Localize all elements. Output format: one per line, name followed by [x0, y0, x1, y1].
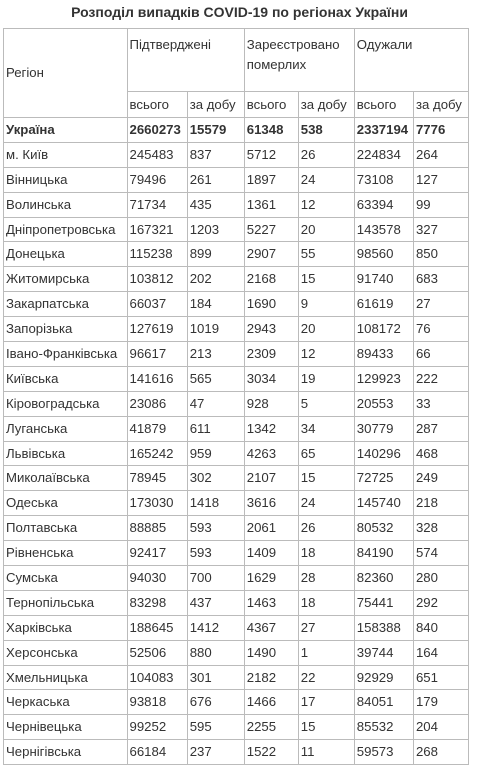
- confirmed-daily-cell: 611: [187, 416, 244, 441]
- table-row: [4, 366, 469, 391]
- recovered-daily-cell: 651: [413, 665, 468, 690]
- region-name-cell: Черкаська: [4, 690, 128, 715]
- recovered-total-header: всього: [354, 92, 413, 118]
- table-row: [4, 217, 469, 242]
- deaths-daily-cell: 20: [298, 317, 354, 342]
- recovered-daily-cell: 66: [413, 342, 468, 367]
- recovered-total-cell: 158388: [354, 615, 413, 640]
- deaths-daily-cell: 55: [298, 242, 354, 267]
- region-name-cell: Херсонська: [4, 640, 128, 665]
- deaths-total-cell: 2061: [244, 516, 298, 541]
- region-name-cell: Тернопільська: [4, 590, 128, 615]
- region-name-cell: Кіровоградська: [4, 391, 128, 416]
- recovered-total-cell: 140296: [354, 441, 413, 466]
- confirmed-total-cell: 2660273: [127, 118, 187, 143]
- table-row: [4, 242, 469, 267]
- confirmed-total-header: всього: [127, 92, 187, 118]
- confirmed-daily-cell: 593: [187, 516, 244, 541]
- recovered-daily-cell: 249: [413, 466, 468, 491]
- deaths-daily-cell: 11: [298, 740, 354, 765]
- region-name-cell: Полтавська: [4, 516, 128, 541]
- recovered-total-cell: 73108: [354, 167, 413, 192]
- confirmed-total-cell: 88885: [127, 516, 187, 541]
- deaths-daily-cell: 18: [298, 541, 354, 566]
- recovered-daily-cell: 99: [413, 192, 468, 217]
- recovered-daily-cell: 268: [413, 740, 468, 765]
- table-body: [4, 118, 469, 765]
- confirmed-daily-cell: 301: [187, 665, 244, 690]
- confirmed-total-cell: 52506: [127, 640, 187, 665]
- recovered-daily-cell: 204: [413, 715, 468, 740]
- table-row: [4, 167, 469, 192]
- confirmed-daily-cell: 437: [187, 590, 244, 615]
- recovered-daily-cell: 850: [413, 242, 468, 267]
- deaths-total-cell: 1466: [244, 690, 298, 715]
- deaths-total-cell: 1897: [244, 167, 298, 192]
- confirmed-daily-cell: 302: [187, 466, 244, 491]
- region-name-cell: Чернігівська: [4, 740, 128, 765]
- deaths-total-cell: 2168: [244, 267, 298, 292]
- deaths-daily-cell: 20: [298, 217, 354, 242]
- recovered-total-cell: 20553: [354, 391, 413, 416]
- deaths-daily-cell: 19: [298, 366, 354, 391]
- table-row: [4, 466, 469, 491]
- recovered-total-cell: 39744: [354, 640, 413, 665]
- confirmed-total-cell: 167321: [127, 217, 187, 242]
- confirmed-total-cell: 99252: [127, 715, 187, 740]
- deaths-total-cell: 2107: [244, 466, 298, 491]
- recovered-total-cell: 98560: [354, 242, 413, 267]
- deaths-daily-cell: 12: [298, 342, 354, 367]
- region-name-cell: Закарпатська: [4, 292, 128, 317]
- confirmed-daily-cell: 676: [187, 690, 244, 715]
- confirmed-total-cell: 23086: [127, 391, 187, 416]
- deaths-daily-cell: 24: [298, 491, 354, 516]
- confirmed-total-cell: 93818: [127, 690, 187, 715]
- recovered-daily-cell: 164: [413, 640, 468, 665]
- recovered-total-cell: 72725: [354, 466, 413, 491]
- table-row: [4, 317, 469, 342]
- region-name-cell: Хмельницька: [4, 665, 128, 690]
- region-name-cell: Вінницька: [4, 167, 128, 192]
- table-row: [4, 516, 469, 541]
- confirmed-total-cell: 141616: [127, 366, 187, 391]
- table-row: [4, 640, 469, 665]
- recovered-daily-cell: 683: [413, 267, 468, 292]
- table-row: [4, 342, 469, 367]
- table-row: [4, 267, 469, 292]
- confirmed-total-cell: 188645: [127, 615, 187, 640]
- recovered-total-cell: 145740: [354, 491, 413, 516]
- region-name-cell: Житомирська: [4, 267, 128, 292]
- recovered-total-cell: 30779: [354, 416, 413, 441]
- deaths-total-header: всього: [244, 92, 298, 118]
- recovered-daily-cell: 287: [413, 416, 468, 441]
- recovered-daily-cell: 327: [413, 217, 468, 242]
- recovered-daily-cell: 127: [413, 167, 468, 192]
- deaths-daily-cell: 15: [298, 715, 354, 740]
- confirmed-total-cell: 41879: [127, 416, 187, 441]
- deaths-daily-cell: 15: [298, 466, 354, 491]
- deaths-total-cell: 1342: [244, 416, 298, 441]
- confirmed-daily-cell: 202: [187, 267, 244, 292]
- deaths-daily-cell: 18: [298, 590, 354, 615]
- table-row: [4, 665, 469, 690]
- recovered-daily-cell: 328: [413, 516, 468, 541]
- recovered-total-cell: 143578: [354, 217, 413, 242]
- recovered-total-cell: 85532: [354, 715, 413, 740]
- table-row: [4, 615, 469, 640]
- recovered-daily-cell: 179: [413, 690, 468, 715]
- confirmed-daily-cell: 700: [187, 566, 244, 591]
- confirmed-total-cell: 92417: [127, 541, 187, 566]
- deaths-total-cell: 3616: [244, 491, 298, 516]
- deaths-daily-cell: 65: [298, 441, 354, 466]
- deaths-total-cell: 1409: [244, 541, 298, 566]
- deaths-daily-cell: 9: [298, 292, 354, 317]
- deaths-daily-cell: 17: [298, 690, 354, 715]
- deaths-total-cell: 2255: [244, 715, 298, 740]
- recovered-total-cell: 84051: [354, 690, 413, 715]
- region-name-cell: Одеська: [4, 491, 128, 516]
- deaths-daily-cell: 34: [298, 416, 354, 441]
- confirmed-total-cell: 103812: [127, 267, 187, 292]
- region-name-cell: Україна: [4, 118, 128, 143]
- recovered-daily-cell: 27: [413, 292, 468, 317]
- confirmed-total-cell: 66037: [127, 292, 187, 317]
- confirmed-total-cell: 245483: [127, 142, 187, 167]
- confirmed-daily-cell: 837: [187, 142, 244, 167]
- recovered-total-cell: 75441: [354, 590, 413, 615]
- region-name-cell: Волинська: [4, 192, 128, 217]
- deaths-daily-cell: 538: [298, 118, 354, 143]
- region-column-header: Регіон: [4, 29, 128, 118]
- table-row: [4, 590, 469, 615]
- table-row: [4, 192, 469, 217]
- confirmed-total-cell: 127619: [127, 317, 187, 342]
- deaths-daily-cell: 12: [298, 192, 354, 217]
- recovered-total-cell: 59573: [354, 740, 413, 765]
- deaths-daily-cell: 5: [298, 391, 354, 416]
- confirmed-total-cell: 78945: [127, 466, 187, 491]
- deaths-total-cell: 5227: [244, 217, 298, 242]
- confirmed-total-cell: 83298: [127, 590, 187, 615]
- confirmed-daily-cell: 593: [187, 541, 244, 566]
- deaths-daily-cell: 26: [298, 142, 354, 167]
- deaths-total-cell: 4367: [244, 615, 298, 640]
- confirmed-daily-cell: 1019: [187, 317, 244, 342]
- deaths-daily-cell: 1: [298, 640, 354, 665]
- region-name-cell: Луганська: [4, 416, 128, 441]
- confirmed-total-cell: 79496: [127, 167, 187, 192]
- confirmed-daily-cell: 15579: [187, 118, 244, 143]
- recovered-total-cell: 82360: [354, 566, 413, 591]
- recovered-daily-cell: 222: [413, 366, 468, 391]
- table-row: [4, 118, 469, 143]
- table-row: [4, 441, 469, 466]
- deaths-daily-cell: 27: [298, 615, 354, 640]
- confirmed-total-cell: 71734: [127, 192, 187, 217]
- deaths-total-cell: 1361: [244, 192, 298, 217]
- deaths-daily-cell: 24: [298, 167, 354, 192]
- deaths-total-cell: 1690: [244, 292, 298, 317]
- table-row: [4, 391, 469, 416]
- confirmed-daily-cell: 184: [187, 292, 244, 317]
- recovered-daily-cell: 7776: [413, 118, 468, 143]
- recovered-total-cell: 92929: [354, 665, 413, 690]
- recovered-daily-cell: 76: [413, 317, 468, 342]
- confirmed-daily-cell: 1203: [187, 217, 244, 242]
- region-name-cell: Дніпропетровська: [4, 217, 128, 242]
- deaths-daily-header: за добу: [298, 92, 354, 118]
- confirmed-daily-cell: 565: [187, 366, 244, 391]
- deaths-daily-cell: 28: [298, 566, 354, 591]
- region-name-cell: Рівненська: [4, 541, 128, 566]
- header-row-groups: [4, 29, 469, 92]
- recovered-total-cell: 91740: [354, 267, 413, 292]
- recovered-daily-cell: 218: [413, 491, 468, 516]
- region-name-cell: Запорізька: [4, 317, 128, 342]
- deaths-total-cell: 1463: [244, 590, 298, 615]
- confirmed-daily-cell: 595: [187, 715, 244, 740]
- confirmed-daily-cell: 1418: [187, 491, 244, 516]
- table-row: [4, 715, 469, 740]
- region-name-cell: Івано-Франківська: [4, 342, 128, 367]
- table-row: [4, 292, 469, 317]
- deaths-total-cell: 1629: [244, 566, 298, 591]
- recovered-daily-cell: 840: [413, 615, 468, 640]
- confirmed-total-cell: 66184: [127, 740, 187, 765]
- deaths-group-header: Зареєстровано померлих: [244, 29, 354, 92]
- confirmed-daily-cell: 880: [187, 640, 244, 665]
- recovered-total-cell: 108172: [354, 317, 413, 342]
- deaths-total-cell: 2907: [244, 242, 298, 267]
- table-row: [4, 566, 469, 591]
- region-name-cell: Харківська: [4, 615, 128, 640]
- table-row: [4, 142, 469, 167]
- confirmed-total-cell: 96617: [127, 342, 187, 367]
- table-row: [4, 690, 469, 715]
- recovered-daily-cell: 280: [413, 566, 468, 591]
- recovered-total-cell: 61619: [354, 292, 413, 317]
- region-name-cell: Київська: [4, 366, 128, 391]
- deaths-daily-cell: 26: [298, 516, 354, 541]
- region-name-cell: Сумська: [4, 566, 128, 591]
- region-name-cell: Чернівецька: [4, 715, 128, 740]
- region-name-cell: м. Київ: [4, 142, 128, 167]
- recovered-total-cell: 224834: [354, 142, 413, 167]
- confirmed-daily-cell: 959: [187, 441, 244, 466]
- deaths-daily-cell: 22: [298, 665, 354, 690]
- covid-regions-table: [3, 28, 469, 765]
- deaths-total-cell: 4263: [244, 441, 298, 466]
- deaths-total-cell: 2182: [244, 665, 298, 690]
- deaths-total-cell: 61348: [244, 118, 298, 143]
- recovered-total-cell: 80532: [354, 516, 413, 541]
- recovered-total-cell: 2337194: [354, 118, 413, 143]
- recovered-daily-cell: 468: [413, 441, 468, 466]
- confirmed-total-cell: 104083: [127, 665, 187, 690]
- confirmed-total-cell: 173030: [127, 491, 187, 516]
- confirmed-total-cell: 115238: [127, 242, 187, 267]
- recovered-daily-cell: 33: [413, 391, 468, 416]
- recovered-total-cell: 84190: [354, 541, 413, 566]
- recovered-daily-cell: 292: [413, 590, 468, 615]
- region-name-cell: Миколаївська: [4, 466, 128, 491]
- region-name-cell: Донецька: [4, 242, 128, 267]
- deaths-daily-cell: 15: [298, 267, 354, 292]
- confirmed-daily-cell: 1412: [187, 615, 244, 640]
- deaths-total-cell: 928: [244, 391, 298, 416]
- confirmed-daily-cell: 47: [187, 391, 244, 416]
- confirmed-daily-cell: 435: [187, 192, 244, 217]
- table-row: [4, 416, 469, 441]
- table-row: [4, 740, 469, 765]
- table-row: [4, 541, 469, 566]
- confirmed-total-cell: 165242: [127, 441, 187, 466]
- region-name-cell: Львівська: [4, 441, 128, 466]
- recovered-group-header: Одужали: [354, 29, 468, 92]
- deaths-total-cell: 5712: [244, 142, 298, 167]
- confirmed-daily-cell: 237: [187, 740, 244, 765]
- confirmed-daily-cell: 213: [187, 342, 244, 367]
- confirmed-daily-header: за добу: [187, 92, 244, 118]
- table-row: [4, 491, 469, 516]
- deaths-total-cell: 1522: [244, 740, 298, 765]
- recovered-daily-header: за добу: [413, 92, 468, 118]
- deaths-total-cell: 1490: [244, 640, 298, 665]
- recovered-total-cell: 89433: [354, 342, 413, 367]
- deaths-total-cell: 2943: [244, 317, 298, 342]
- deaths-total-cell: 2309: [244, 342, 298, 367]
- confirmed-group-header: Підтверджені: [127, 29, 244, 92]
- confirmed-total-cell: 94030: [127, 566, 187, 591]
- confirmed-daily-cell: 899: [187, 242, 244, 267]
- table-title: Розподіл випадків COVID-19 по регіонах України: [71, 4, 408, 20]
- confirmed-daily-cell: 261: [187, 167, 244, 192]
- deaths-total-cell: 3034: [244, 366, 298, 391]
- recovered-total-cell: 129923: [354, 366, 413, 391]
- recovered-daily-cell: 264: [413, 142, 468, 167]
- recovered-total-cell: 63394: [354, 192, 413, 217]
- recovered-daily-cell: 574: [413, 541, 468, 566]
